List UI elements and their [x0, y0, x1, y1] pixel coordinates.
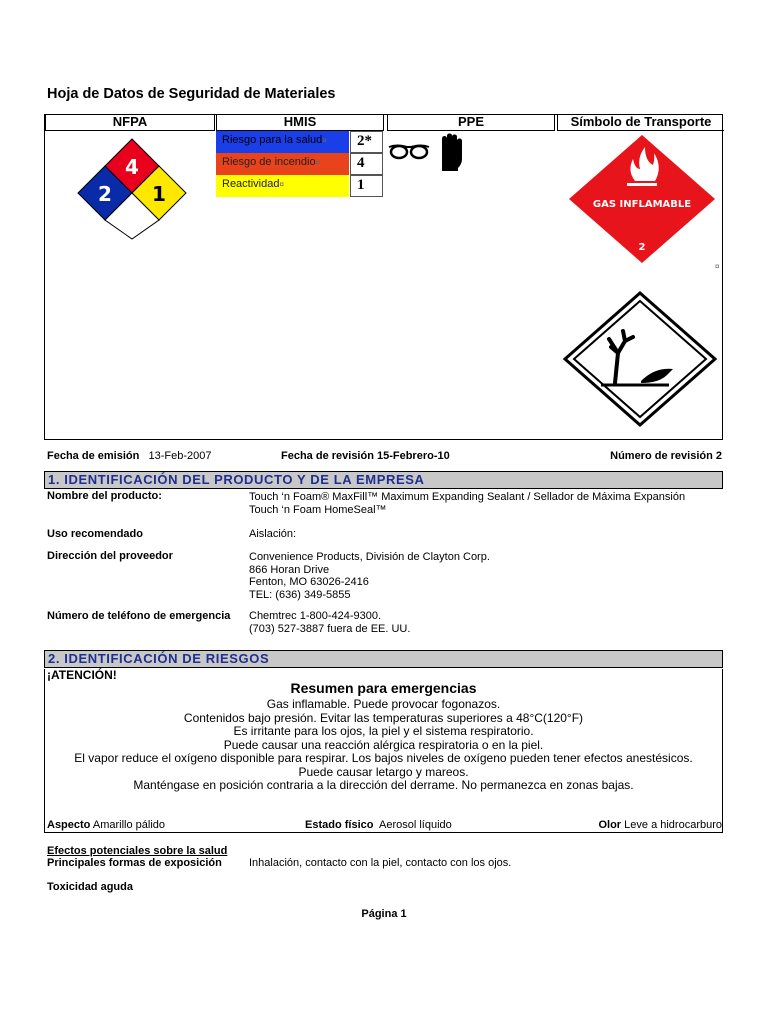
- use-label: Uso recomendado: [47, 528, 143, 540]
- supplier-label: Dirección del proveedor: [47, 550, 173, 562]
- page-number: Página 1: [361, 908, 407, 920]
- use-value: Aislación:: [249, 528, 297, 540]
- hmis-reactivity-value: 1: [350, 175, 383, 197]
- supplier-address: Convenience Products, División de Clayton Corp. 866 Horan Drive Fenton, MO 63026-2416 TEL: (636) 349-5855: [249, 551, 490, 601]
- transport-marker: ¤: [715, 262, 720, 271]
- ppe-header: PPE: [387, 115, 555, 131]
- product-label: Nombre del producto:: [47, 490, 162, 502]
- hmis-fire-row: Riesgo de incendio¤: [216, 153, 349, 175]
- hmis-health-label: Riesgo para la salud: [222, 134, 323, 146]
- safety-glasses-icon: [387, 141, 431, 163]
- nfpa-reactivity-value: 1: [152, 182, 166, 206]
- nfpa-health-value: 2: [98, 182, 112, 206]
- flammable-gas-placard-icon: [567, 133, 717, 265]
- nfpa-diamond-icon: [73, 135, 191, 241]
- summary-title: Resumen para emergencias: [290, 680, 477, 696]
- environmental-hazard-icon: [563, 291, 717, 427]
- section1-title: 1. IDENTIFICACIÓN DEL PRODUCTO Y DE LA EMPRESA: [44, 471, 723, 489]
- appearance: Aspecto Amarillo pálido: [47, 819, 166, 831]
- glove-icon: [437, 133, 465, 173]
- hmis-reactivity-row: Reactividad¤: [216, 175, 349, 197]
- hmis-header: HMIS: [216, 115, 384, 131]
- summary-text: Gas inflamable. Puede provocar fogonazos. Contenidos bajo presión. Evitar las temperaturas superiores a 48°C(120°F) Es irritante para los ojos, la piel y el sistema respiratorio. Puede causar una reacción alérgica respiratoria o en la piel. El vapor reduce el oxígeno disponible para respirar. Los bajos niveles de oxígeno pueden tener efectos anestésicos. Puede causar letargo y mareos. Manténgase en posición contraria a la dirección del derrame. No permanezca en zonas bajas.: [74, 697, 693, 792]
- revision-number: Número de revisión 2: [610, 450, 722, 462]
- hmis-fire-label: Riesgo de incendio: [222, 156, 316, 168]
- toxicity-label: Toxicidad aguda: [47, 881, 133, 893]
- revision-date: Fecha de revisión 15-Febrero-10: [281, 450, 450, 462]
- nfpa-header: NFPA: [45, 115, 215, 131]
- transport-header: Símbolo de Transporte: [557, 115, 724, 131]
- hmis-fire-value: 4: [350, 153, 383, 175]
- health-effects-label: Efectos potenciales sobre la salud: [47, 845, 228, 857]
- phone-value: Chemtrec 1-800-424-9300. (703) 527-3887 fuera de EE. UU.: [249, 610, 411, 635]
- hmis-reactivity-label: Reactividad: [222, 178, 280, 190]
- transport-class: 2: [638, 242, 646, 253]
- hmis-health-row: Riesgo para la salud¤: [216, 131, 349, 153]
- document-title: Hoja de Datos de Seguridad de Materiales: [47, 86, 336, 102]
- phone-label: Número de teléfono de emergencia: [47, 610, 231, 622]
- hazard-panel: [44, 114, 723, 440]
- section2-title: 2. IDENTIFICACIÓN DE RIESGOS: [44, 650, 723, 668]
- transport-text: GAS INFLAMABLE: [592, 199, 692, 210]
- nfpa-fire-value: 4: [125, 155, 139, 179]
- issue-date: Fecha de emisión 13-Feb-2007: [47, 450, 212, 462]
- exposure-value: Inhalación, contacto con la piel, contacto con los ojos.: [249, 857, 512, 869]
- attention-label: ¡ATENCIÓN!: [47, 668, 117, 682]
- odor: Olor Leve a hidrocarburo: [598, 819, 722, 831]
- hmis-health-value: 2*: [350, 131, 383, 153]
- product-name: Touch ‘n Foam® MaxFill™ Maximum Expanding Sealant / Sellador de Máxima Expansión Touch ‘n Foam HomeSeal™: [249, 491, 686, 516]
- exposure-label: Principales formas de exposición: [47, 857, 222, 869]
- physical-state: Estado físico Aerosol líquido: [305, 819, 452, 831]
